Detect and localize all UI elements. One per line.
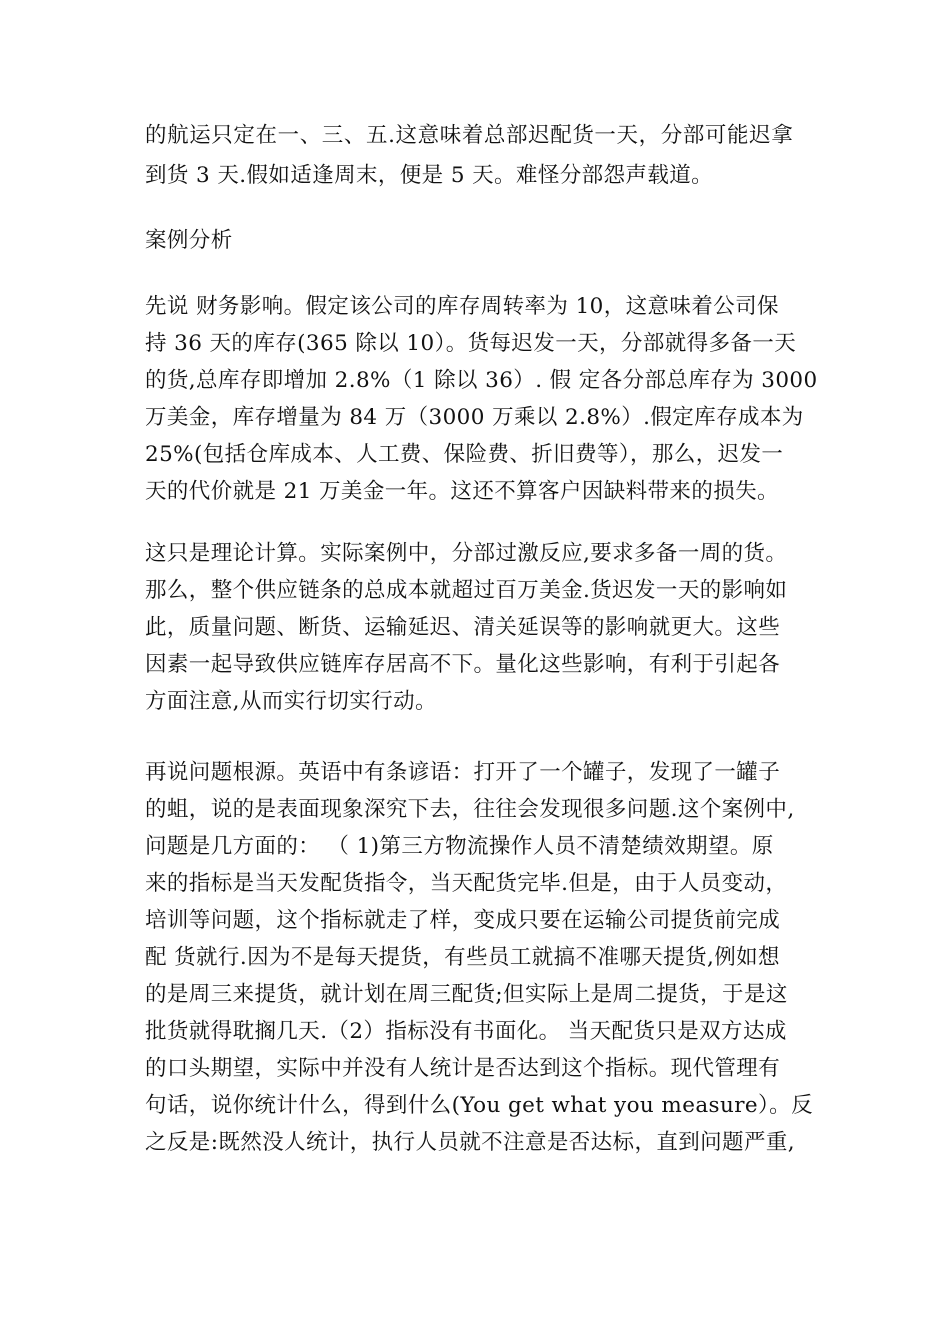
- text-line: 方面注意,从而实行切实行动。: [145, 689, 437, 714]
- text-line: 因素一起导致供应链库存居高不下。量化这些影响，有利于引起各: [145, 652, 781, 677]
- text-line: 的航运只定在一、三、五.这意味着总部迟配货一天，分部可能迟拿: [145, 123, 794, 148]
- text-line: 万美金，库存增量为 84 万（3000 万乘以 2.8%）.假定库存成本为: [145, 405, 804, 430]
- text-line: 配 货就行.因为不是每天提货，有些员工就搞不准哪天提货,例如想: [145, 945, 780, 970]
- text-line: 的是周三来提货，就计划在周三配货;但实际上是周二提货，于是这: [145, 982, 788, 1007]
- text-line: 来的指标是当天发配货指令，当天配货完毕.但是，由于人员变动，: [145, 871, 788, 896]
- text-line: 那么，整个供应链条的总成本就超过百万美金.货迟发一天的影响如: [145, 578, 788, 603]
- text-line: 的蛆，说的是表面现象深究下去，往往会发现很多问题.这个案例中,: [145, 797, 795, 822]
- text-line: 的货,总库存即增加 2.8%（1 除以 36）. 假 定各分部总库存为 3000: [145, 368, 818, 393]
- section-heading-text: 案例分析: [145, 228, 233, 253]
- text-line: 先说 财务影响。假定该公司的库存周转率为 10，这意味着公司保: [145, 294, 779, 319]
- text-line: 批货就得耽搁几天.（2）指标没有书面化。 当天配货只是双方达成: [145, 1019, 787, 1044]
- text-line: 持 36 天的库存(365 除以 10）。货每迟发一天，分部就得多备一天: [145, 331, 797, 356]
- text-line: 句话，说你统计什么，得到什么(You get what you measure）。反: [145, 1093, 813, 1118]
- text-line: 到货 3 天.假如适逢周末，便是 5 天。难怪分部怨声载道。: [145, 163, 714, 188]
- text-line: 天的代价就是 21 万美金一年。这还不算客户因缺料带来的损失。: [145, 479, 779, 504]
- text-line: 再说问题根源。英语中有条谚语：打开了一个罐子，发现了一罐子: [145, 760, 781, 785]
- text-line: 问题是几方面的： （ 1)第三方物流操作人员不清楚绩效期望。原: [145, 834, 774, 859]
- text-line: 25%(包括仓库成本、人工费、保险费、折旧费等），那么，迟发一: [145, 442, 784, 467]
- text-line: 这只是理论计算。实际案例中，分部过激反应,要求多备一周的货。: [145, 541, 788, 566]
- text-line: 培训等问题，这个指标就走了样，变成只要在运输公司提货前完成: [145, 908, 781, 933]
- text-line: 此，质量问题、断货、运输延迟、清关延误等的影响就更大。这些: [145, 615, 781, 640]
- text-line: 之反是:既然没人统计，执行人员就不注意是否达标，直到问题严重,: [145, 1130, 795, 1155]
- text-line: 的口头期望，实际中并没有人统计是否达到这个指标。现代管理有: [145, 1056, 781, 1081]
